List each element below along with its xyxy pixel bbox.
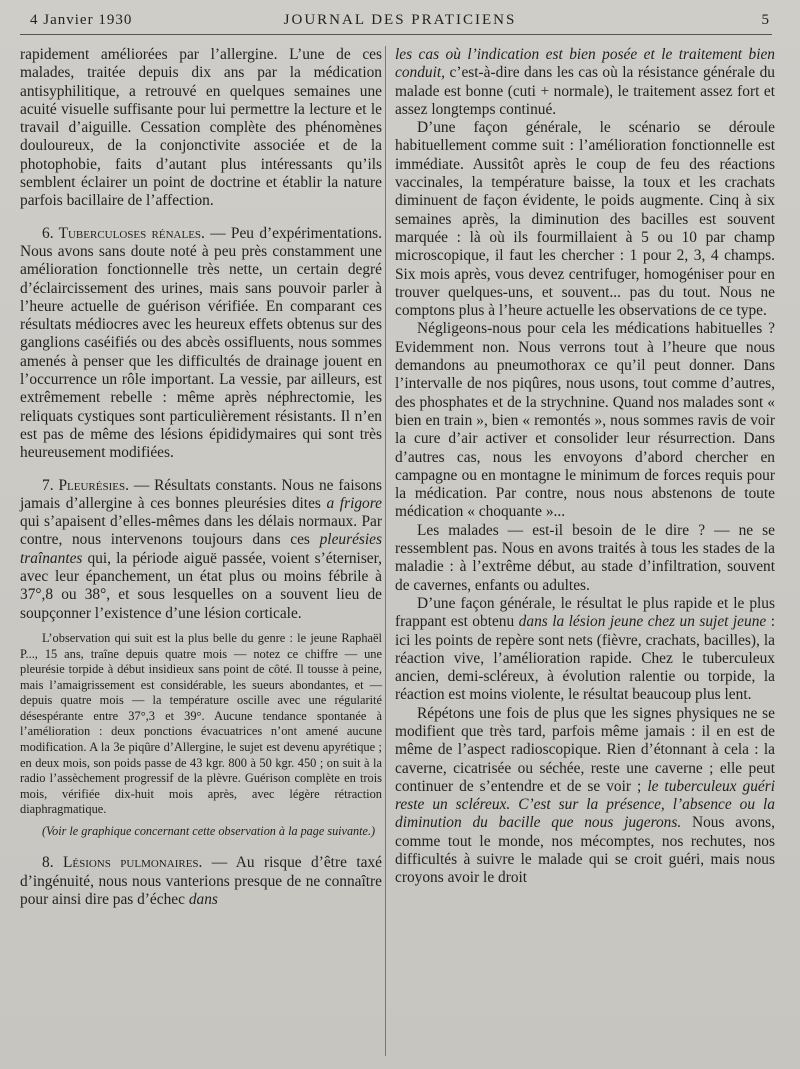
italic-text: pleurésies traînantes xyxy=(20,531,382,567)
section-text: qui s’apaisent d’elles-mêmes dans les délais normaux. Par contre, nous intervenons toujours dans ces xyxy=(20,513,382,549)
header-rule xyxy=(20,34,772,35)
page-header xyxy=(30,12,770,34)
section-text: — Au risque d’être taxé d’ingénuité, nous nous vanterions presque de ne connaître pour ainsi dire pas d’échec xyxy=(20,854,382,908)
paragraph: D’une façon générale, le scénario se déroule habituellement comme suit : l’amélioration fonctionnelle est immédiate. Aussitôt après le coup de feu des réactions vaccinales, la température baisse, la toux et les crachats diminuent de façon évidente, le poids augmente. Cinq à six semaines après, la diminution des bacilles est souvent marquée : là où ils fourmillaient à 5 ou 10 par champ microscopique, il faut les chercher : 1 pour 2, 3, 4 champs. Six mois après, vous devez centrifuger, homogéniser pour en trouver quelques-uns, et souvent... pas du tout. Nous ne comptons plus à l’heure actuelle les observations de ce type. xyxy=(395,119,775,320)
paragraph-text: Répétons une fois de plus que les signes physiques ne se modifient que très tard, parfois même jamais : il en est de même de l’aspect radioscopique. Rien d’étonnant à cela : la caverne, cicatrisée ou séchée, reste une caverne ; elle peut continuer de s’entendre et de se voir ; xyxy=(395,704,775,795)
header-date: 4 Janvier 1930 xyxy=(30,12,133,28)
paragraph-text: c’est-à-dire dans les cas où la résistance générale du malade est bonne (cuti + normale), le traitement assez fort et assez longtemps continué. xyxy=(395,64,775,118)
paragraph-text: D’une façon générale, le résultat le plus rapide et le plus frappant est obtenu xyxy=(395,594,775,631)
paragraph-text: : ici les points de repère sont nets (fièvre, crachats, bacilles), la réaction vive, l’amélioration rapide. Chez le tuberculeux ancien, demi-scléreux, à évolution ralentie ou torpide, la réaction est moins violente, le résultat beaucoup plus lent. xyxy=(395,613,775,704)
section-text: qui, la période aiguë passée, voient s’éterniser, avec leur épanchement, un état plus ou moins fébrile à 37°,8 ou 38°, et sous lesquelles on a souvent lieu de soupçonner l’existence d’une lésion corticale. xyxy=(20,549,382,622)
italic-text: le tuberculeux guéri reste un scléreux. C’est sur la présence, l’absence ou la diminution du bacille que nous jugerons. xyxy=(395,777,775,832)
section-heading: 8. Lésions pulmonaires. xyxy=(42,854,203,872)
section-heading: 6. Tuberculoses rénales. xyxy=(42,224,205,242)
page-number: 5 xyxy=(761,12,770,28)
paragraph: Les malades — est-il besoin de le dire ? — ne se ressemblent pas. Nous en avons traités à tous les stades de la maladie : à l’extrême début, au stade d’infiltration, souvent de cavernes, enfants ou adultes. xyxy=(395,521,775,594)
section-text: — Résultats constants. Nous ne faisons jamais d’allergine à ces bonnes pleurésies dites xyxy=(20,476,383,512)
paragraph: Négligeons-nous pour cela les médications habituelles ? Evidemment non. Nous verrons tout à l’heure que nous demandons au pneumothorax ce qu’il peut donner. Dans l’intervalle de nos piqûres, nous usons, tout comme d’autres, des phosphates et de la strychnine. Quand nos malades sont « bien en train », bien « remontés », nous sommes ravis de voir la cure d’air activer et consolider leur résurrection. Dans d’autres cas, nous les envoyons d’abord chercher en campagne ou en montagne le minimum de forces requis pour la médication. Par contre, nous nous abstenons de toute médication « choquante »... xyxy=(395,320,775,521)
italic-text: dans la lésion jeune chez un sujet jeune xyxy=(518,613,767,631)
section-heading: 7. Pleurésies. xyxy=(42,476,129,494)
italic-text: les cas où l’indication est bien posée et le traitement bien conduit, xyxy=(395,46,775,82)
paragraph xyxy=(395,595,775,705)
section-8 xyxy=(20,854,382,909)
paragraph xyxy=(395,46,775,119)
right-column xyxy=(395,46,775,888)
column-divider xyxy=(385,46,386,1056)
italic-text: a frigore xyxy=(326,494,382,512)
left-column xyxy=(20,46,382,909)
section-7 xyxy=(20,477,382,623)
figure-note: (Voir le graphique concernant cette observation à la page suivante.) xyxy=(42,824,376,839)
italic-text: dans xyxy=(188,890,218,908)
section-text: — Peu d’expérimentations. Nous avons sans doute noté à peu près constamment une amélioration fonctionnelle très nette, un certain degré d’éclaircissement des urines, mais sans pouvoir parler à l’heure actuelle de guérison vérifiée. En comparant ces résultats médiocres avec les heureux effets obtenus sur des ganglions caséifiés ou des abcès ossifluents, nous sommes amenés à penser que les difficultés de drainage jouent en l’occurrence un rôle important. La vessie, par ailleurs, est extrêmement rebelle : même après néphrectomie, les reliquats cystiques sont particulièrement résistants. Il n’en est pas de même des lésions épididymaires qui sont très heureusement modifiées. xyxy=(20,224,382,462)
paragraph xyxy=(395,705,775,888)
section-6 xyxy=(20,225,382,463)
paragraph: rapidement améliorées par l’allergine. L’une de ces malades, traitée depuis dix ans par la médication antisyphilitique, a retrouvé en quelques semaines une acuité visuelle suffisante pour lui permettre la lecture et le travail d’aiguille. Cessation complète des phénomènes douloureux, de la conjonctivite associée et de la photophobie, faits d’autant plus intéressants qu’ils semblent éclairer un point de doctrine et établir la nature parfois bacillaire de l’affection. xyxy=(20,46,382,210)
paragraph-text: Nous avons, comme tout le monde, nos mécomptes, nos rechutes, nos difficultés à suivre le malade qui se croit guéri, mais nous croyons avoir le droit xyxy=(395,814,775,887)
journal-title: JOURNAL DES PRATICIENS xyxy=(283,12,517,28)
case-observation: L’observation qui suit est la plus belle du genre : le jeune Raphaël P..., 15 ans, traîne depuis quatre mois — notez ce chiffre — une pleurésie torpide à début insidieux sans point de côté. Il tousse à peine, mais l’amaigrissement est considérable, les sueurs abondantes, et — depuis quatre mois — la température oscille avec une régularité désespérante entre 37°,3 et 39°. Aucune tendance spontanée à l’amélioration : deux ponctions évacuatrices n’ont amené aucune modification. A la 3e piqûre d’Allergine, le sujet est devenu apyrétique ; en deux mois, son poids passe de 43 kgr. 800 à 50 kgr. 450 ; on suit à la radio l’assèchement progressif de la plèvre. Guérison complète en trois mois, vérifiée dix-huit mois après, avec légère rétraction diaphragmatique. xyxy=(20,630,382,817)
